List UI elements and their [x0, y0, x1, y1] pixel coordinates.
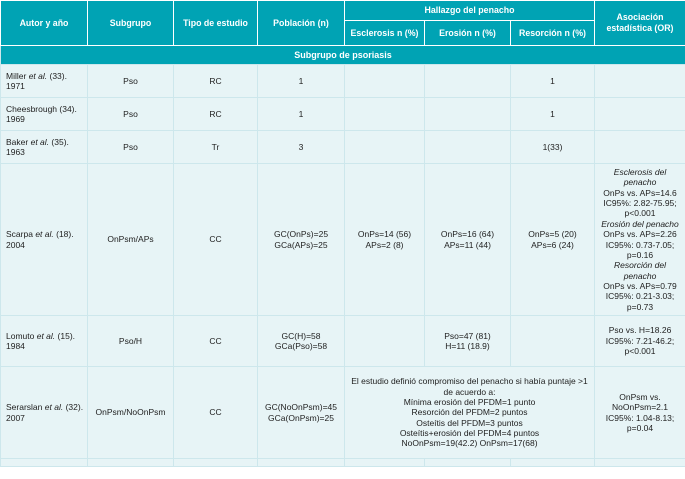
author-etal: et al.: [44, 402, 64, 413]
header-tipo: Tipo de estudio: [174, 1, 258, 46]
erosion-cell: [425, 316, 511, 367]
resorption-cell: 1: [511, 98, 595, 131]
header-asociacion-line2: estadística (OR): [606, 23, 674, 33]
table-row: [1, 65, 685, 98]
author-ref: (32).: [65, 402, 84, 413]
author-year: 1984: [6, 341, 25, 351]
association-cell: [595, 164, 685, 316]
table-row: [1, 316, 685, 367]
author-year: 2004: [6, 239, 25, 250]
author-ref: (15).: [57, 330, 76, 341]
author-etal: et al.: [35, 229, 54, 240]
table-header: [1, 1, 685, 46]
study-type-cell: RC: [174, 65, 258, 98]
author-cell: [1, 316, 88, 367]
population-line: GC(OnPs)=25: [273, 229, 329, 240]
association-line: p=0.04: [626, 422, 654, 433]
study-type-cell: Tr: [174, 131, 258, 164]
table-row-partial: [1, 459, 685, 467]
population-line: GCa(APs)=25: [274, 239, 328, 250]
empty-cell: [174, 459, 258, 467]
resorption-line: APs=6 (24): [531, 239, 574, 250]
author-year: 2007: [6, 412, 25, 423]
resorption-line: OnPs=5 (20): [528, 229, 577, 240]
population-cell: [258, 164, 345, 316]
association-line: Resorción del penacho: [614, 260, 666, 281]
empty-cell: [88, 459, 174, 467]
erosion-line: H=11 (18.9): [445, 341, 490, 351]
sclerosis-cell: [345, 131, 425, 164]
table-row: [1, 367, 685, 459]
header-autor: Autor y año: [1, 1, 88, 46]
header-poblacion: Población (n): [258, 1, 345, 46]
erosion-cell: [425, 65, 511, 98]
group-title: Subgrupo de psoriasis: [1, 46, 685, 65]
author-name: Lomuto: [6, 330, 35, 341]
finding-line: El estudio definió compromiso del penacho si había puntaje >1: [351, 376, 588, 387]
population-cell: 3: [258, 131, 345, 164]
table-row: [1, 164, 685, 316]
sclerosis-cell: [345, 316, 425, 367]
association-line: IC95%: 7.21-46.2;: [605, 335, 675, 346]
population-line: GCa(Pso)=58: [274, 341, 328, 351]
erosion-cell: [425, 131, 511, 164]
subgroup-cell: OnPsm/APs: [88, 164, 174, 316]
finding-line: Osteítis+erosión del PFDM=4 puntos: [399, 428, 540, 439]
association-line: IC95%: 2.82-75.95;: [603, 198, 677, 209]
study-type-cell: CC: [174, 367, 258, 459]
erosion-cell: [425, 98, 511, 131]
association-cell: [595, 65, 685, 98]
author-ref: (18).: [56, 229, 74, 240]
study-type-cell: CC: [174, 316, 258, 367]
population-line: GCa(OnPsm)=25: [268, 412, 334, 423]
association-line: OnPs vs. APs=14.6: [603, 187, 677, 198]
author-etal: et al.: [36, 330, 56, 341]
sclerosis-cell: [345, 65, 425, 98]
association-line: OnPs vs. APs=2.26: [603, 229, 677, 240]
author-name: Miller: [6, 70, 27, 81]
association-line: IC95%: 1.04-8.13;: [605, 412, 675, 423]
subgroup-cell: Pso/H: [88, 316, 174, 367]
finding-line: NoOnPsm=19(42.2) OnPsm=17(68): [401, 438, 538, 449]
finding-line: Resorción del PFDM=2 puntos: [411, 407, 528, 418]
association-cell: [595, 98, 685, 131]
author-year: 1969: [6, 114, 25, 124]
association-line: p=0.16: [626, 249, 654, 260]
author-etal: et al.: [28, 70, 48, 81]
association-cell: [595, 367, 685, 459]
author-etal: et al.: [30, 136, 50, 147]
header-asociacion: [595, 1, 685, 46]
author-cell: [1, 164, 88, 316]
author-name: Cheesbrough (34).: [6, 103, 77, 114]
resorption-cell: 1(33): [511, 131, 595, 164]
table-row: [1, 131, 685, 164]
population-line: GC(H)=58: [281, 330, 321, 341]
association-line: OnPs vs. APs=0.79: [603, 280, 677, 291]
population-cell: [258, 316, 345, 367]
author-cell: [1, 367, 88, 459]
sclerosis-cell: [345, 164, 425, 316]
table-row: [1, 98, 685, 131]
sclerosis-cell: [345, 98, 425, 131]
header-asociacion-line1: Asociación: [616, 12, 664, 23]
association-line: Esclerosis del penacho: [613, 166, 667, 188]
header-hallazgo: Hallazgo del penacho: [345, 1, 595, 21]
population-cell: [258, 367, 345, 459]
resorption-cell: [511, 316, 595, 367]
empty-cell: [595, 459, 685, 467]
author-cell: [1, 65, 88, 98]
association-line: p<0.001: [624, 346, 656, 357]
author-year: 1971: [6, 81, 25, 91]
subgroup-cell: Pso: [88, 131, 174, 164]
subgroup-cell: Pso: [88, 65, 174, 98]
finding-line: de acuerdo a:: [443, 386, 496, 397]
finding-definition-cell: [345, 367, 595, 459]
author-year: 1963: [6, 147, 25, 157]
subgroup-cell: Pso: [88, 98, 174, 131]
empty-cell: [1, 459, 88, 467]
empty-cell: [345, 459, 425, 467]
empty-cell: [425, 459, 511, 467]
empty-cell: [258, 459, 345, 467]
header-subgrupo: Subgrupo: [88, 1, 174, 46]
author-ref: (35).: [51, 136, 69, 147]
header-esclerosis: Esclerosis n (%): [345, 21, 425, 46]
erosion-cell: [425, 164, 511, 316]
resorption-cell: [511, 164, 595, 316]
population-cell: 1: [258, 98, 345, 131]
association-line: NoOnPsm=2.1: [612, 402, 669, 413]
header-erosion: Erosión n (%): [425, 21, 511, 46]
finding-line: Osteítis del PFDM=3 puntos: [416, 417, 523, 428]
association-line: OnPsm vs.: [619, 391, 661, 402]
author-name: Serarslan: [6, 402, 43, 413]
study-type-cell: CC: [174, 164, 258, 316]
association-cell: [595, 316, 685, 367]
association-line: Erosión del penacho: [601, 218, 679, 229]
association-line: Pso vs. H=18.26: [608, 325, 672, 336]
sclerosis-line: APs=2 (8): [365, 239, 404, 250]
association-cell: [595, 131, 685, 164]
study-type-cell: RC: [174, 98, 258, 131]
author-ref: (33).: [49, 70, 67, 81]
author-cell: [1, 131, 88, 164]
sclerosis-line: OnPs=14 (56): [357, 229, 412, 240]
association-line: IC95%: 0.73-7.05;: [605, 239, 675, 250]
association-line: p=0.73: [626, 301, 654, 312]
erosion-line: APs=11 (44): [444, 239, 491, 250]
population-line: GC(NoOnPsm)=45: [264, 402, 338, 413]
association-line: p<0.001: [624, 208, 656, 219]
header-resorcion: Resorción n (%): [511, 21, 595, 46]
author-cell: [1, 98, 88, 131]
finding-line: Mínima erosión del PFDM=1 punto: [403, 396, 536, 407]
population-cell: 1: [258, 65, 345, 98]
author-name: Scarpa: [6, 229, 33, 240]
empty-cell: [511, 459, 595, 467]
erosion-line: Pso=47 (81): [444, 330, 491, 341]
subgroup-cell: OnPsm/NoOnPsm: [88, 367, 174, 459]
resorption-cell: 1: [511, 65, 595, 98]
association-line: IC95%: 0.21-3.03;: [605, 291, 675, 302]
erosion-line: OnPs=16 (64): [440, 229, 495, 240]
author-name: Baker: [6, 136, 29, 147]
